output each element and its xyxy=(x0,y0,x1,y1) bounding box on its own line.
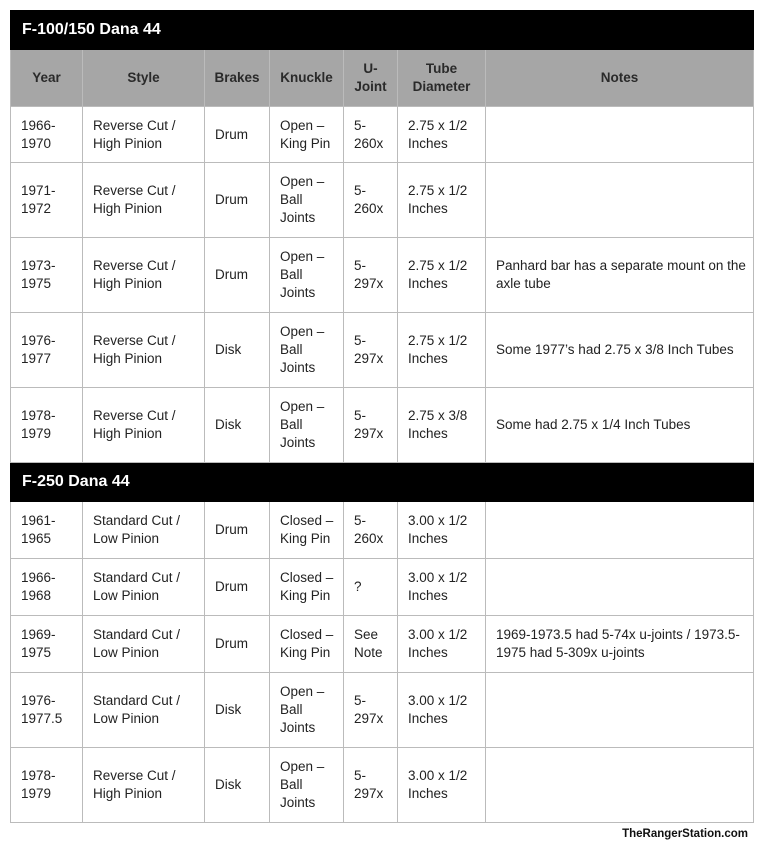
table-row xyxy=(11,502,754,559)
style-cell: Reverse Cut / High Pinion xyxy=(83,238,205,313)
brakes-cell: Disk xyxy=(205,388,270,463)
year-header: Year xyxy=(11,50,83,107)
section-title: F-250 Dana 44 xyxy=(11,463,754,502)
notes-header: Notes xyxy=(486,50,754,107)
knuckle-cell: Closed – King Pin xyxy=(270,502,344,559)
knuckle-cell: Open – Ball Joints xyxy=(270,238,344,313)
site-watermark: TheRangerStation.com xyxy=(622,828,748,840)
ujoint-cell: 5- 260x xyxy=(344,163,398,238)
ujoint-cell: 5- 297x xyxy=(344,748,398,823)
style-cell: Reverse Cut / High Pinion xyxy=(83,748,205,823)
style-cell: Reverse Cut / High Pinion xyxy=(83,163,205,238)
table-row xyxy=(11,163,754,238)
table-row xyxy=(11,673,754,748)
tube-diameter-cell: 3.00 x 1/2 Inches xyxy=(398,502,486,559)
year-cell: 1978- 1979 xyxy=(11,388,83,463)
brakes-cell: Drum xyxy=(205,559,270,616)
ujoint-cell: 5- 297x xyxy=(344,313,398,388)
notes-cell xyxy=(486,748,754,823)
style-cell: Standard Cut / Low Pinion xyxy=(83,502,205,559)
tube-diameter-cell: 2.75 x 1/2 Inches xyxy=(398,107,486,163)
table-row xyxy=(11,107,754,163)
tube-diameter-cell: 2.75 x 3/8 Inches xyxy=(398,388,486,463)
ujoint-cell: 5- 297x xyxy=(344,388,398,463)
year-cell: 1961- 1965 xyxy=(11,502,83,559)
style-header: Style xyxy=(83,50,205,107)
section-title-row xyxy=(11,463,754,502)
ujoint-cell: ? xyxy=(344,559,398,616)
knuckle-cell: Open – Ball Joints xyxy=(270,748,344,823)
brakes-cell: Disk xyxy=(205,748,270,823)
year-cell: 1969- 1975 xyxy=(11,616,83,673)
knuckle-header: Knuckle xyxy=(270,50,344,107)
notes-cell xyxy=(486,559,754,616)
tube-diameter-cell: 3.00 x 1/2 Inches xyxy=(398,616,486,673)
tube-diameter-cell: 2.75 x 1/2 Inches xyxy=(398,238,486,313)
notes-cell: Some had 2.75 x 1/4 Inch Tubes xyxy=(486,388,754,463)
column-header-row xyxy=(11,50,754,107)
year-cell: 1971- 1972 xyxy=(11,163,83,238)
style-cell: Reverse Cut / High Pinion xyxy=(83,313,205,388)
brakes-cell: Drum xyxy=(205,163,270,238)
section-title: F-100/150 Dana 44 xyxy=(11,11,754,50)
brakes-cell: Drum xyxy=(205,238,270,313)
style-cell: Standard Cut / Low Pinion xyxy=(83,559,205,616)
knuckle-cell: Open – Ball Joints xyxy=(270,673,344,748)
brakes-cell: Drum xyxy=(205,107,270,163)
knuckle-cell: Closed – King Pin xyxy=(270,616,344,673)
notes-cell: Panhard bar has a separate mount on the axle tube xyxy=(486,238,754,313)
style-cell: Reverse Cut / High Pinion xyxy=(83,388,205,463)
tube-diameter-header: Tube Diameter xyxy=(398,50,486,107)
year-cell: 1966- 1968 xyxy=(11,559,83,616)
table-row xyxy=(11,616,754,673)
notes-cell xyxy=(486,502,754,559)
ujoint-cell: 5- 297x xyxy=(344,673,398,748)
ujoint-cell: 5- 260x xyxy=(344,107,398,163)
knuckle-cell: Open – King Pin xyxy=(270,107,344,163)
notes-cell xyxy=(486,673,754,748)
tube-diameter-cell: 2.75 x 1/2 Inches xyxy=(398,163,486,238)
notes-cell: Some 1977’s had 2.75 x 3/8 Inch Tubes xyxy=(486,313,754,388)
ujoint-header: U- Joint xyxy=(344,50,398,107)
knuckle-cell: Open – Ball Joints xyxy=(270,313,344,388)
brakes-cell: Drum xyxy=(205,616,270,673)
style-cell: Standard Cut / Low Pinion xyxy=(83,616,205,673)
brakes-cell: Disk xyxy=(205,673,270,748)
tube-diameter-cell: 3.00 x 1/2 Inches xyxy=(398,748,486,823)
section-title-row xyxy=(11,11,754,50)
ujoint-cell: 5- 297x xyxy=(344,238,398,313)
tube-diameter-cell: 3.00 x 1/2 Inches xyxy=(398,559,486,616)
ujoint-cell: 5- 260x xyxy=(344,502,398,559)
year-cell: 1966- 1970 xyxy=(11,107,83,163)
brakes-cell: Disk xyxy=(205,313,270,388)
brakes-header: Brakes xyxy=(205,50,270,107)
notes-cell: 1969-1973.5 had 5-74x u-joints / 1973.5- 1975 had 5-309x u-joints xyxy=(486,616,754,673)
table-row xyxy=(11,238,754,313)
knuckle-cell: Closed – King Pin xyxy=(270,559,344,616)
knuckle-cell: Open – Ball Joints xyxy=(270,163,344,238)
style-cell: Reverse Cut / High Pinion xyxy=(83,107,205,163)
table-row xyxy=(11,313,754,388)
year-cell: 1976- 1977 xyxy=(11,313,83,388)
table-row xyxy=(11,748,754,823)
year-cell: 1978- 1979 xyxy=(11,748,83,823)
year-cell: 1973- 1975 xyxy=(11,238,83,313)
knuckle-cell: Open – Ball Joints xyxy=(270,388,344,463)
style-cell: Standard Cut / Low Pinion xyxy=(83,673,205,748)
ujoint-cell: See Note xyxy=(344,616,398,673)
tube-diameter-cell: 3.00 x 1/2 Inches xyxy=(398,673,486,748)
tube-diameter-cell: 2.75 x 1/2 Inches xyxy=(398,313,486,388)
notes-cell xyxy=(486,107,754,163)
brakes-cell: Drum xyxy=(205,502,270,559)
year-cell: 1976- 1977.5 xyxy=(11,673,83,748)
dana44-spec-table xyxy=(10,10,754,823)
table-row xyxy=(11,388,754,463)
table-row xyxy=(11,559,754,616)
notes-cell xyxy=(486,163,754,238)
